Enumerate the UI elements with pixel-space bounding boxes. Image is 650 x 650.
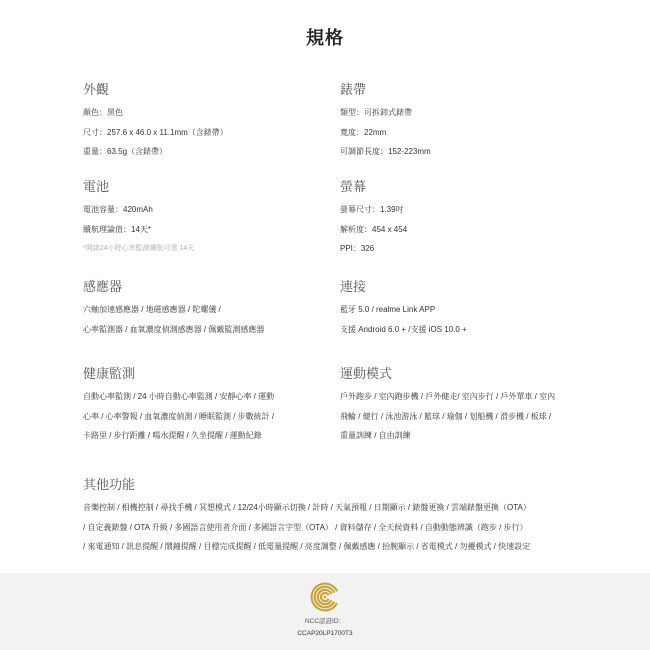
section-heading-display: 螢幕 xyxy=(340,179,367,194)
ncc-certification-id: CCAP20LP1700T3 xyxy=(297,630,353,637)
screen-size-spec: 螢幕尺寸：1.39吋 xyxy=(340,205,404,214)
section-heading-battery: 電池 xyxy=(83,179,110,194)
section-heading-strap: 錶帶 xyxy=(340,82,367,97)
ncc-logo-icon xyxy=(310,582,340,612)
section-heading-appearance: 外觀 xyxy=(83,82,110,97)
section-heading-other-features: 其他功能 xyxy=(83,477,136,492)
sport-mode-line: 重量訓練 / 自由訓練 xyxy=(340,431,411,440)
section-sport-modes xyxy=(340,366,602,446)
color-spec: 顏色：黑色 xyxy=(83,108,123,117)
other-features-line: 音樂控制 / 相機控制 / 尋找手機 / 冥想模式 / 12/24小時顯示切換 / 計時 / 天氣預報 / 日期顯示 / 錶盤更換 / 雲端錶盤更換（OTA） xyxy=(83,503,531,512)
section-strap xyxy=(340,82,602,162)
section-heading-connectivity: 連接 xyxy=(340,279,367,294)
section-heading-health: 健康監測 xyxy=(83,366,136,381)
bluetooth-spec: 藍牙 5.0 / realme Link APP xyxy=(340,305,436,314)
other-features-line: / 自定義錶盤 / OTA 升級 / 多國語言使用者介面 / 多國語言字型（OTA） / 資料儲存 / 全天候資料 / 自動動態辨識（跑步 / 步行） xyxy=(83,522,528,532)
section-health xyxy=(83,366,323,446)
weight-spec: 重量：63.5g（含錶帶） xyxy=(83,147,168,156)
section-connectivity xyxy=(340,279,602,339)
sensors-line: 六軸加速感應器 / 地磁感應器 / 陀螺儀 / xyxy=(83,305,221,314)
battery-footnote: *開啟24小時心率監測續航可達 14天 xyxy=(83,245,195,252)
battery-capacity-spec: 電池容量：420mAh xyxy=(83,205,153,214)
other-features-line: / 來電通知 / 訊息提醒 / 鬧鐘提醒 / 目標完成提醒 / 低電量提醒 / 亮度調整 / 佩戴感應 / 抬腕顯示 / 省電模式 / 勿擾模式 / 快速設定 xyxy=(83,542,531,551)
os-support-spec: 支援 Android 6.0 + /支援 iOS 10.0 + xyxy=(340,324,467,334)
sport-mode-line: 戶外跑步 / 室內跑步機 / 戶外健走/ 室內步行 / 戶外單車 / 室內 xyxy=(340,392,556,401)
section-display xyxy=(340,179,602,259)
health-line: 心率 / 心率警報 / 血氧濃度偵測 / 睡眠監測 / 步數統計 / xyxy=(83,411,275,421)
page-title: 規格 xyxy=(306,28,344,48)
section-other-features xyxy=(83,477,613,557)
section-appearance xyxy=(83,82,323,162)
strap-type-spec: 類型：可拆卸式錶帶 xyxy=(340,108,412,117)
health-line: 卡路里 / 步行距離 / 喝水提醒 / 久坐提醒 / 運動紀錄 xyxy=(83,431,262,440)
section-heading-sport-modes: 運動模式 xyxy=(340,366,393,381)
sport-mode-line: 飛輪 / 健行 / 泳池游泳 / 籃球 / 瑜伽 / 划船機 / 滑步機 / 板球 / xyxy=(340,411,552,421)
section-battery xyxy=(83,179,323,259)
size-spec: 尺寸：257.6 x 46.0 x 11.1mm（含錶帶） xyxy=(83,127,228,137)
section-sensors xyxy=(83,279,323,339)
health-line: 自動心率監測 / 24 小時自動心率監測 / 安靜心率 / 運動 xyxy=(83,392,275,401)
strap-width-spec: 寬度：22mm xyxy=(340,127,387,137)
ppi-spec: PPI：326 xyxy=(340,244,375,253)
sensors-line: 心率監測器 / 血氧濃度偵測感應器 / 佩戴監測感應器 xyxy=(83,324,265,334)
resolution-spec: 解析度：454 x 454 xyxy=(340,224,408,234)
strap-length-spec: 可調節長度：152-223mm xyxy=(340,147,431,156)
battery-life-spec: 續航理論值：14天* xyxy=(83,224,152,234)
section-heading-sensors: 感應器 xyxy=(83,279,123,294)
ncc-certification-label: NCC認證ID： xyxy=(304,618,346,625)
